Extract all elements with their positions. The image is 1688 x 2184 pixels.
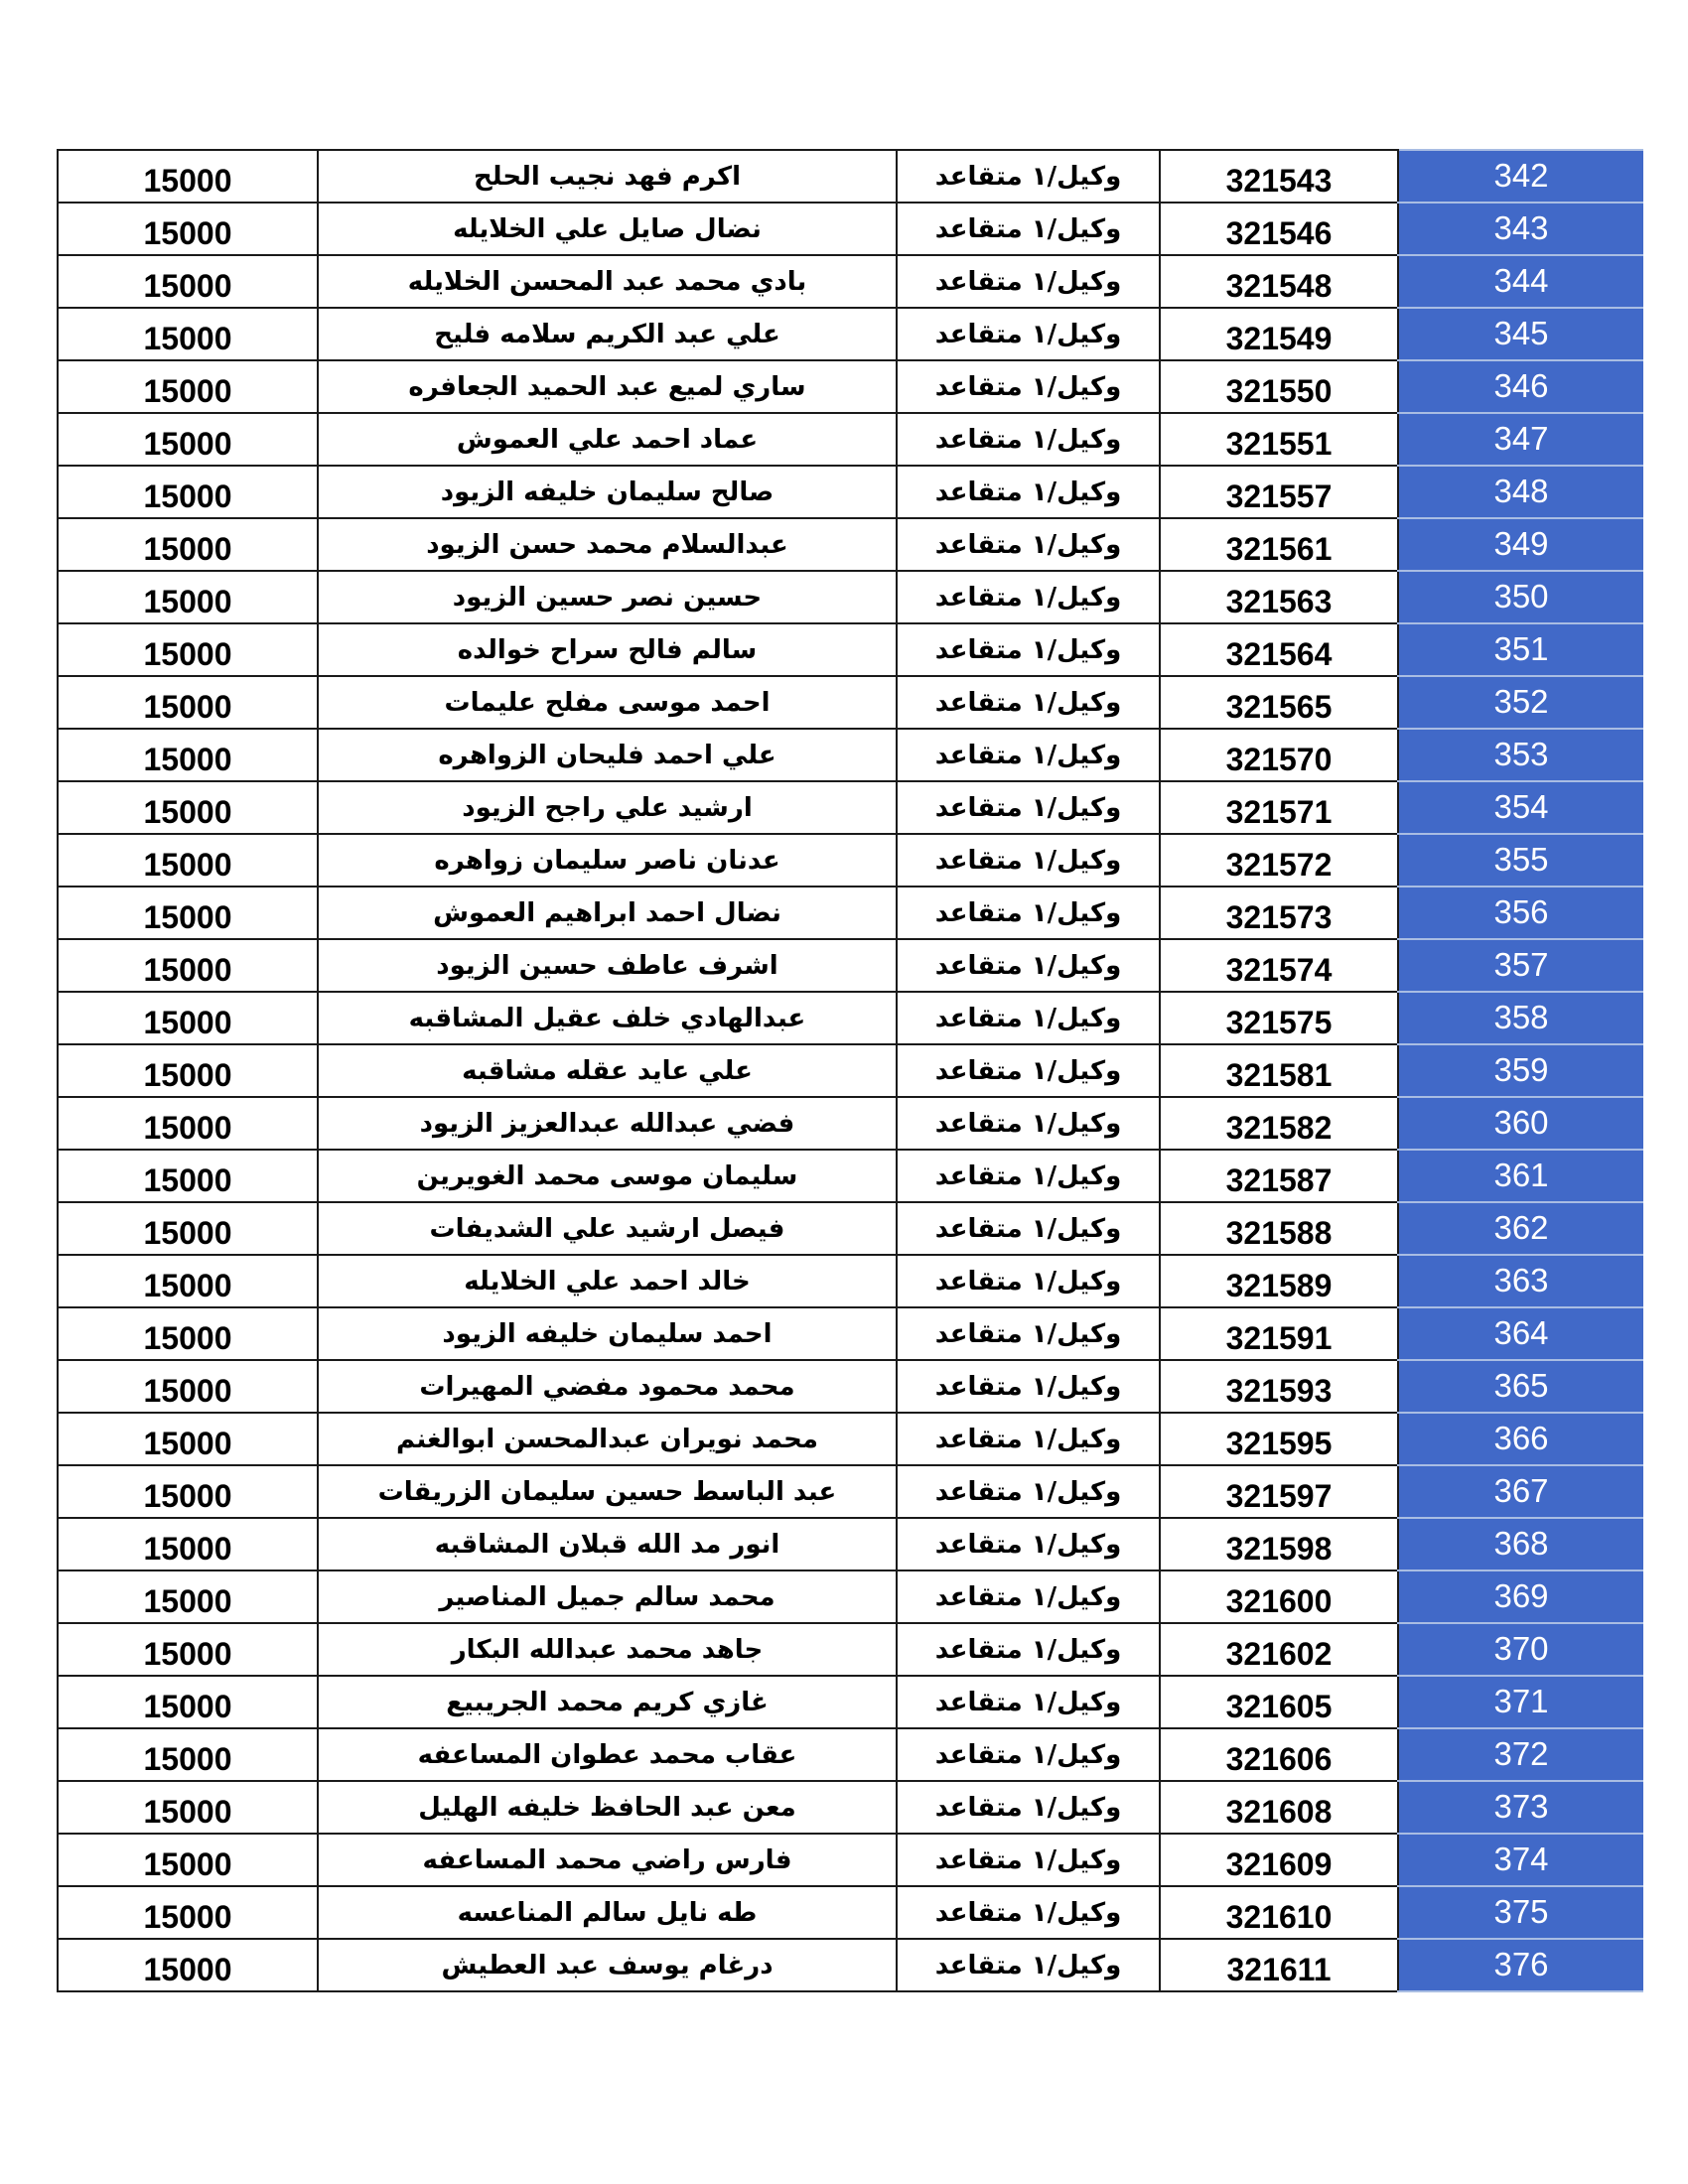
row-index-cell: 372 — [1398, 1728, 1643, 1781]
rank-cell — [897, 466, 1160, 518]
row-index-cell: 358 — [1398, 992, 1643, 1044]
rank-text: وكيل/١ متقاعد — [934, 1371, 1122, 1402]
rank-cell — [897, 1939, 1160, 1991]
amount-cell: 15000 — [58, 1307, 318, 1360]
full-name-cell: محمد سالم جميل المناصير — [318, 1570, 897, 1623]
personnel-table-body — [58, 150, 1643, 1991]
table-row — [58, 1886, 1643, 1939]
full-name-cell: محمد محمود مفضي المهيرات — [318, 1360, 897, 1413]
table-row — [58, 834, 1643, 887]
full-name-cell: سالم فالح سراح خوالده — [318, 623, 897, 676]
amount-cell: 15000 — [58, 992, 318, 1044]
amount-cell: 15000 — [58, 255, 318, 308]
amount-cell: 15000 — [58, 1728, 318, 1781]
rank-text: وكيل/١ متقاعد — [934, 1424, 1122, 1454]
military-id-cell: 321582 — [1160, 1097, 1398, 1150]
rank-cell — [897, 781, 1160, 834]
full-name-cell: طه نايل سالم المناعسه — [318, 1886, 897, 1939]
military-id-cell: 321597 — [1160, 1465, 1398, 1518]
full-name-cell: نضال احمد ابراهيم العموش — [318, 887, 897, 939]
table-row — [58, 1150, 1643, 1202]
full-name-cell: عبدالهادي خلف عقيل المشاقبه — [318, 992, 897, 1044]
rank-text: وكيل/١ متقاعد — [934, 1634, 1122, 1665]
table-row — [58, 1097, 1643, 1150]
row-index-cell: 355 — [1398, 834, 1643, 887]
row-index-cell: 351 — [1398, 623, 1643, 676]
amount-cell: 15000 — [58, 1834, 318, 1886]
row-index-cell: 369 — [1398, 1570, 1643, 1623]
amount-cell: 15000 — [58, 1570, 318, 1623]
military-id-cell: 321608 — [1160, 1781, 1398, 1834]
rank-text: وكيل/١ متقاعد — [934, 634, 1122, 665]
amount-cell: 15000 — [58, 1886, 318, 1939]
table-row — [58, 1307, 1643, 1360]
table-row — [58, 887, 1643, 939]
full-name-cell: عدنان ناصر سليمان زواهره — [318, 834, 897, 887]
rank-cell — [897, 360, 1160, 413]
rank-cell — [897, 1465, 1160, 1518]
row-index-cell: 375 — [1398, 1886, 1643, 1939]
row-index-cell: 350 — [1398, 571, 1643, 623]
table-row — [58, 203, 1643, 255]
rank-text: وكيل/١ متقاعد — [934, 950, 1122, 981]
military-id-cell: 321564 — [1160, 623, 1398, 676]
amount-cell: 15000 — [58, 834, 318, 887]
amount-cell: 15000 — [58, 939, 318, 992]
military-id-cell: 321589 — [1160, 1255, 1398, 1307]
rank-cell — [897, 1623, 1160, 1676]
rank-cell — [897, 729, 1160, 781]
rank-cell — [897, 1097, 1160, 1150]
table-row — [58, 571, 1643, 623]
rank-cell — [897, 1044, 1160, 1097]
rank-cell — [897, 1728, 1160, 1781]
full-name-cell: صالح سليمان خليفه الزيود — [318, 466, 897, 518]
row-index-cell: 361 — [1398, 1150, 1643, 1202]
rank-text: وكيل/١ متقاعد — [934, 1055, 1122, 1086]
full-name-cell: بادي محمد عبد المحسن الخلايله — [318, 255, 897, 308]
rank-text: وكيل/١ متقاعد — [934, 161, 1122, 192]
table-row — [58, 1728, 1643, 1781]
amount-cell: 15000 — [58, 308, 318, 360]
row-index-cell: 344 — [1398, 255, 1643, 308]
table-row — [58, 308, 1643, 360]
table-row — [58, 466, 1643, 518]
rank-text: وكيل/١ متقاعد — [934, 213, 1122, 244]
amount-cell: 15000 — [58, 1781, 318, 1834]
table-row — [58, 1360, 1643, 1413]
military-id-cell: 321587 — [1160, 1150, 1398, 1202]
amount-cell: 15000 — [58, 360, 318, 413]
amount-cell: 15000 — [58, 729, 318, 781]
military-id-cell: 321609 — [1160, 1834, 1398, 1886]
rank-cell — [897, 150, 1160, 203]
full-name-cell: درغام يوسف عبد العطيش — [318, 1939, 897, 1991]
full-name-cell: معن عبد الحافظ خليفه الهليل — [318, 1781, 897, 1834]
rank-cell — [897, 1202, 1160, 1255]
full-name-cell: اشرف عاطف حسين الزيود — [318, 939, 897, 992]
military-id-cell: 321591 — [1160, 1307, 1398, 1360]
rank-text: وكيل/١ متقاعد — [934, 424, 1122, 455]
row-index-cell: 365 — [1398, 1360, 1643, 1413]
amount-cell: 15000 — [58, 413, 318, 466]
rank-text: وكيل/١ متقاعد — [934, 687, 1122, 718]
full-name-cell: محمد نويران عبدالمحسن ابوالغنم — [318, 1413, 897, 1465]
amount-cell: 15000 — [58, 676, 318, 729]
row-index-cell: 371 — [1398, 1676, 1643, 1728]
rank-text: وكيل/١ متقاعد — [934, 740, 1122, 770]
table-row — [58, 939, 1643, 992]
military-id-cell: 321548 — [1160, 255, 1398, 308]
row-index-cell: 348 — [1398, 466, 1643, 518]
military-id-cell: 321595 — [1160, 1413, 1398, 1465]
military-id-cell: 321605 — [1160, 1676, 1398, 1728]
rank-cell — [897, 1570, 1160, 1623]
table-row — [58, 1518, 1643, 1570]
row-index-cell: 374 — [1398, 1834, 1643, 1886]
table-row — [58, 1413, 1643, 1465]
military-id-cell: 321610 — [1160, 1886, 1398, 1939]
table-row — [58, 1044, 1643, 1097]
amount-cell: 15000 — [58, 1413, 318, 1465]
rank-cell — [897, 255, 1160, 308]
full-name-cell: عبد الباسط حسين سليمان الزريقات — [318, 1465, 897, 1518]
row-index-cell: 360 — [1398, 1097, 1643, 1150]
military-id-cell: 321570 — [1160, 729, 1398, 781]
military-id-cell: 321550 — [1160, 360, 1398, 413]
full-name-cell: نضال صايل علي الخلايله — [318, 203, 897, 255]
full-name-cell: ساري لميع عبد الحميد الجعافره — [318, 360, 897, 413]
rank-cell — [897, 887, 1160, 939]
full-name-cell: جاهد محمد عبدالله البكار — [318, 1623, 897, 1676]
rank-text: وكيل/١ متقاعد — [934, 582, 1122, 613]
amount-cell: 15000 — [58, 1255, 318, 1307]
table-row — [58, 676, 1643, 729]
table-row — [58, 1465, 1643, 1518]
amount-cell: 15000 — [58, 1360, 318, 1413]
rank-text: وكيل/١ متقاعد — [934, 792, 1122, 823]
row-index-cell: 368 — [1398, 1518, 1643, 1570]
military-id-cell: 321611 — [1160, 1939, 1398, 1991]
row-index-cell: 346 — [1398, 360, 1643, 413]
full-name-cell: اكرم فهد نجيب الحلح — [318, 150, 897, 203]
amount-cell: 15000 — [58, 1623, 318, 1676]
rank-cell — [897, 992, 1160, 1044]
row-index-cell: 359 — [1398, 1044, 1643, 1097]
amount-cell: 15000 — [58, 1518, 318, 1570]
row-index-cell: 354 — [1398, 781, 1643, 834]
table-row — [58, 992, 1643, 1044]
table-row — [58, 1939, 1643, 1991]
rank-cell — [897, 413, 1160, 466]
rank-text: وكيل/١ متقاعد — [934, 1108, 1122, 1139]
rank-cell — [897, 1413, 1160, 1465]
table-row — [58, 1202, 1643, 1255]
table-row — [58, 1255, 1643, 1307]
rank-text: وكيل/١ متقاعد — [934, 1318, 1122, 1349]
rank-cell — [897, 1834, 1160, 1886]
table-row — [58, 1781, 1643, 1834]
rank-cell — [897, 308, 1160, 360]
full-name-cell: عماد احمد علي العموش — [318, 413, 897, 466]
row-index-cell: 363 — [1398, 1255, 1643, 1307]
rank-cell — [897, 676, 1160, 729]
row-index-cell: 376 — [1398, 1939, 1643, 1991]
full-name-cell: فارس راضي محمد المساعفه — [318, 1834, 897, 1886]
table-row — [58, 1570, 1643, 1623]
table-row — [58, 360, 1643, 413]
full-name-cell: عبدالسلام محمد حسن الزيود — [318, 518, 897, 571]
amount-cell: 15000 — [58, 1097, 318, 1150]
table-row — [58, 1676, 1643, 1728]
row-index-cell: 345 — [1398, 308, 1643, 360]
military-id-cell: 321557 — [1160, 466, 1398, 518]
rank-text: وكيل/١ متقاعد — [934, 1581, 1122, 1612]
military-id-cell: 321600 — [1160, 1570, 1398, 1623]
personnel-table — [57, 149, 1643, 1992]
military-id-cell: 321581 — [1160, 1044, 1398, 1097]
amount-cell: 15000 — [58, 623, 318, 676]
row-index-cell: 342 — [1398, 150, 1643, 203]
rank-text: وكيل/١ متقاعد — [934, 529, 1122, 560]
rank-text: وكيل/١ متقاعد — [934, 477, 1122, 507]
row-index-cell: 349 — [1398, 518, 1643, 571]
row-index-cell: 357 — [1398, 939, 1643, 992]
rank-cell — [897, 518, 1160, 571]
rank-text: وكيل/١ متقاعد — [934, 1476, 1122, 1507]
military-id-cell: 321598 — [1160, 1518, 1398, 1570]
military-id-cell: 321602 — [1160, 1623, 1398, 1676]
rank-cell — [897, 1781, 1160, 1834]
rank-text: وكيل/١ متقاعد — [934, 1160, 1122, 1191]
rank-text: وكيل/١ متقاعد — [934, 1950, 1122, 1980]
table-row — [58, 413, 1643, 466]
military-id-cell: 321546 — [1160, 203, 1398, 255]
full-name-cell: عقاب محمد عطوان المساعفه — [318, 1728, 897, 1781]
rank-text: وكيل/١ متقاعد — [934, 897, 1122, 928]
rank-cell — [897, 1518, 1160, 1570]
military-id-cell: 321543 — [1160, 150, 1398, 203]
rank-text: وكيل/١ متقاعد — [934, 1003, 1122, 1033]
military-id-cell: 321606 — [1160, 1728, 1398, 1781]
full-name-cell: احمد موسى مفلح عليمات — [318, 676, 897, 729]
rank-cell — [897, 571, 1160, 623]
full-name-cell: غازي كريم محمد الجريبيع — [318, 1676, 897, 1728]
rank-text: وكيل/١ متقاعد — [934, 266, 1122, 297]
amount-cell: 15000 — [58, 781, 318, 834]
amount-cell: 15000 — [58, 466, 318, 518]
rank-cell — [897, 834, 1160, 887]
military-id-cell: 321571 — [1160, 781, 1398, 834]
rank-text: وكيل/١ متقاعد — [934, 1792, 1122, 1823]
rank-text: وكيل/١ متقاعد — [934, 845, 1122, 876]
row-index-cell: 356 — [1398, 887, 1643, 939]
military-id-cell: 321565 — [1160, 676, 1398, 729]
military-id-cell: 321563 — [1160, 571, 1398, 623]
rank-cell — [897, 623, 1160, 676]
rank-text: وكيل/١ متقاعد — [934, 1687, 1122, 1717]
table-row — [58, 781, 1643, 834]
full-name-cell: علي احمد فليحان الزواهره — [318, 729, 897, 781]
military-id-cell: 321573 — [1160, 887, 1398, 939]
amount-cell: 15000 — [58, 571, 318, 623]
amount-cell: 15000 — [58, 1676, 318, 1728]
amount-cell: 15000 — [58, 518, 318, 571]
amount-cell: 15000 — [58, 887, 318, 939]
full-name-cell: احمد سليمان خليفه الزيود — [318, 1307, 897, 1360]
rank-text: وكيل/١ متقاعد — [934, 1529, 1122, 1560]
row-index-cell: 366 — [1398, 1413, 1643, 1465]
row-index-cell: 352 — [1398, 676, 1643, 729]
table-row — [58, 1623, 1643, 1676]
full-name-cell: حسين نصر حسين الزيود — [318, 571, 897, 623]
table-row — [58, 518, 1643, 571]
rank-cell — [897, 1676, 1160, 1728]
row-index-cell: 347 — [1398, 413, 1643, 466]
amount-cell: 15000 — [58, 203, 318, 255]
row-index-cell: 370 — [1398, 1623, 1643, 1676]
table-row — [58, 729, 1643, 781]
row-index-cell: 353 — [1398, 729, 1643, 781]
rank-text: وكيل/١ متقاعد — [934, 371, 1122, 402]
military-id-cell: 321561 — [1160, 518, 1398, 571]
rank-text: وكيل/١ متقاعد — [934, 1897, 1122, 1928]
full-name-cell: انور مد الله قبلان المشاقبه — [318, 1518, 897, 1570]
rank-cell — [897, 1360, 1160, 1413]
amount-cell: 15000 — [58, 1202, 318, 1255]
row-index-cell: 362 — [1398, 1202, 1643, 1255]
rank-cell — [897, 1255, 1160, 1307]
rank-cell — [897, 1307, 1160, 1360]
military-id-cell: 321593 — [1160, 1360, 1398, 1413]
row-index-cell: 343 — [1398, 203, 1643, 255]
amount-cell: 15000 — [58, 150, 318, 203]
full-name-cell: خالد احمد علي الخلايله — [318, 1255, 897, 1307]
military-id-cell: 321575 — [1160, 992, 1398, 1044]
military-id-cell: 321588 — [1160, 1202, 1398, 1255]
rank-text: وكيل/١ متقاعد — [934, 1739, 1122, 1770]
military-id-cell: 321574 — [1160, 939, 1398, 992]
table-row — [58, 150, 1643, 203]
table-row — [58, 255, 1643, 308]
full-name-cell: ارشيد علي راجح الزيود — [318, 781, 897, 834]
full-name-cell: علي عبد الكريم سلامه فليح — [318, 308, 897, 360]
rank-text: وكيل/١ متقاعد — [934, 319, 1122, 349]
amount-cell: 15000 — [58, 1465, 318, 1518]
rank-text: وكيل/١ متقاعد — [934, 1213, 1122, 1244]
full-name-cell: علي عايد عقله مشاقبه — [318, 1044, 897, 1097]
amount-cell: 15000 — [58, 1044, 318, 1097]
rank-cell — [897, 1150, 1160, 1202]
rank-text: وكيل/١ متقاعد — [934, 1266, 1122, 1297]
rank-cell — [897, 1886, 1160, 1939]
full-name-cell: فيصل ارشيد علي الشديفات — [318, 1202, 897, 1255]
amount-cell: 15000 — [58, 1939, 318, 1991]
row-index-cell: 367 — [1398, 1465, 1643, 1518]
military-id-cell: 321551 — [1160, 413, 1398, 466]
rank-cell — [897, 203, 1160, 255]
rank-text: وكيل/١ متقاعد — [934, 1844, 1122, 1875]
document-page — [57, 149, 1633, 1992]
military-id-cell: 321572 — [1160, 834, 1398, 887]
amount-cell: 15000 — [58, 1150, 318, 1202]
full-name-cell: فضي عبدالله عبدالعزيز الزيود — [318, 1097, 897, 1150]
table-row — [58, 1834, 1643, 1886]
military-id-cell: 321549 — [1160, 308, 1398, 360]
row-index-cell: 373 — [1398, 1781, 1643, 1834]
full-name-cell: سليمان موسى محمد الغويرين — [318, 1150, 897, 1202]
rank-cell — [897, 939, 1160, 992]
row-index-cell: 364 — [1398, 1307, 1643, 1360]
table-row — [58, 623, 1643, 676]
